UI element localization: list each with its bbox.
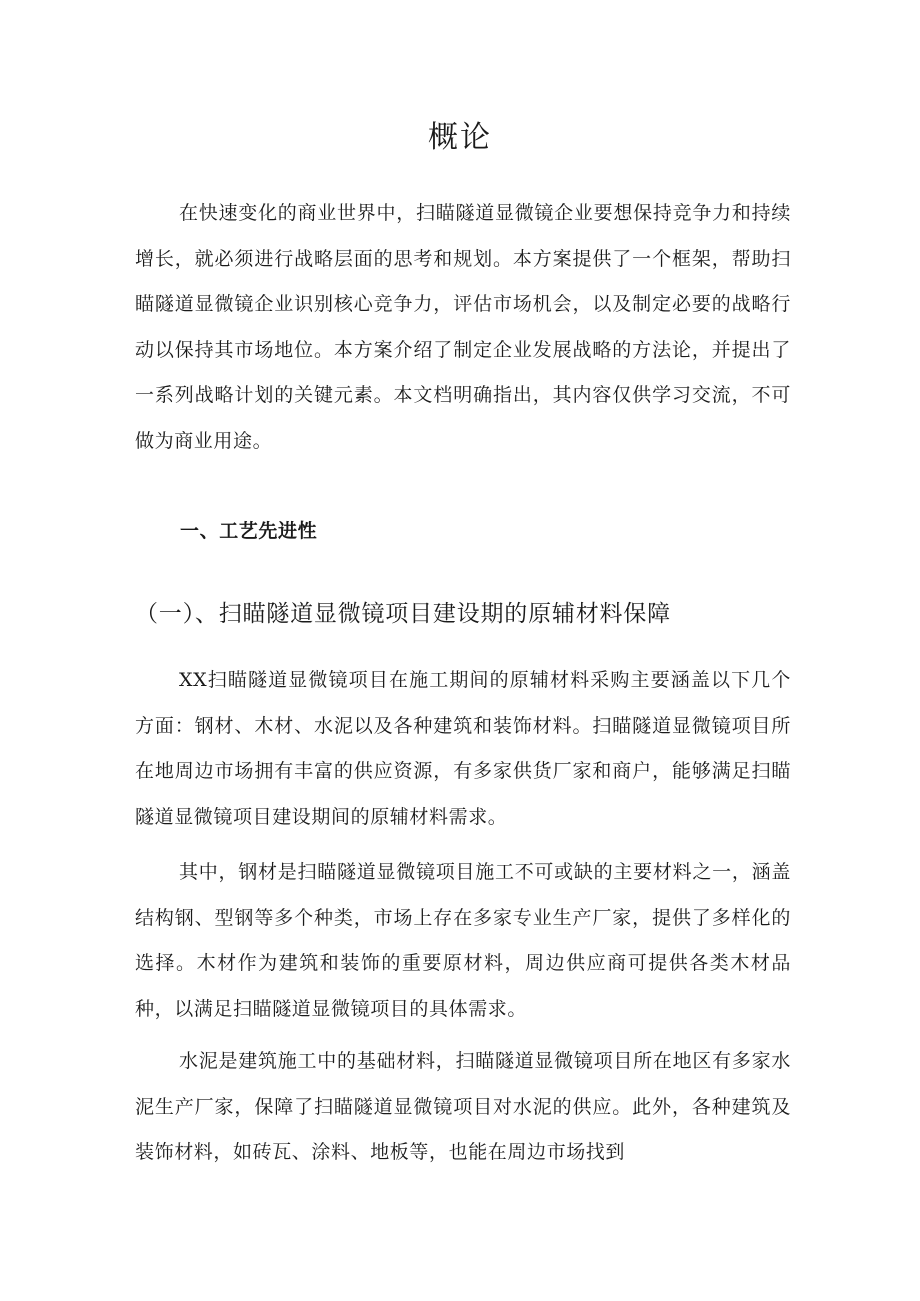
materials-paragraph: XX扫瞄隧道显微镜项目在施工期间的原辅材料采购主要涵盖以下几个方面：钢材、木材、水泥以及各种建筑和装饰材料。扫瞄隧道显微镜项目所在地周边市场拥有丰富的供应资源，有多家供货厂家和商户，能够满足扫瞄隧道显微镜项目建设期间的原辅材料需求。 (135, 669, 791, 828)
page-title: 概论 (428, 120, 492, 155)
steel-paragraph: 其中，钢材是扫瞄隧道显微镜项目施工不可或缺的主要材料之一，涵盖结构钢、型钢等多个种类，市场上存在多家专业生产厂家，提供了多样化的选择。木材作为建筑和装饰的重要原材料，周边供应商可提供各类木材品种，以满足扫瞄隧道显微镜项目的具体需求。 (135, 861, 791, 1020)
section-heading: 一、工艺先进性 (180, 520, 318, 542)
cement-paragraph: 水泥是建筑施工中的基础材料，扫瞄隧道显微镜项目所在地区有多家水泥生产厂家，保障了扫瞄隧道显微镜项目对水泥的供应。此外，各种建筑及装饰材料，如砖瓦、涂料、地板等，也能在周边市场找到 (135, 1050, 791, 1163)
intro-paragraph: 在快速变化的商业世界中，扫瞄隧道显微镜企业要想保持竞争力和持续增长，就必须进行战略层面的思考和规划。本方案提供了一个框架，帮助扫瞄隧道显微镜企业识别核心竞争力，评估市场机会，以及制定必要的战略行动以保持其市场地位。本方案介绍了制定企业发展战略的方法论，并提出了一系列战略计划的关键元素。本文档明确指出，其内容仅供学习交流，不可做为商业用途。 (135, 202, 791, 452)
sub-heading: （一）、扫瞄隧道显微镜项目建设期的原辅材料保障 (135, 601, 671, 627)
